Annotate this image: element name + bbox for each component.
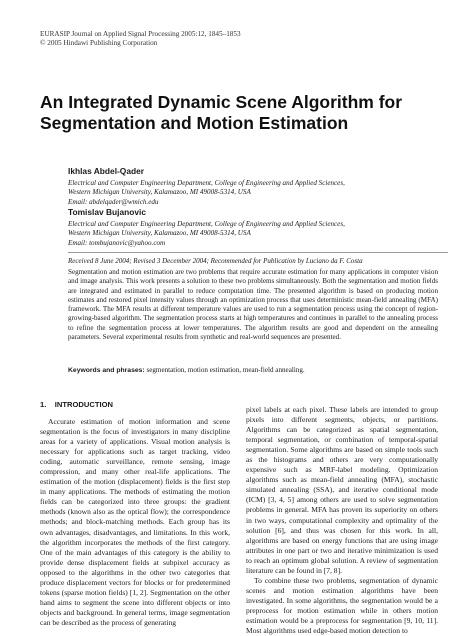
body-paragraph: pixel labels at each pixel. These labels are intended to group pixels into different segments, objects, or partitions. Algorithms can be categorized as spatial segmentation, temporal segmentation, or combination of temporal-spatial segmentation. Some algorithms are based on simple tools such as the histograms and others are very computationally expensive such as MRF-label modeling. Optimization algorithms such as mean-field annealing (MFA), stochastic simulated annealing (SSA), and iterative conditional mode (ICM) [3, 4, 5] among others are used to solve segmentation problems in general. MFA has proven its superiority on others in two ways, computational complexity and optimality of the solution [6], and thus was chosen for this work. In all, algorithms are based on energy functions that are using image attributes in one part or two and iterative minimization is used to reach an optimum global solution. A review of segmentation literature can be found in [7, 8].	[246, 405, 438, 575]
author-name: Ikhlas Abdel-Qader	[68, 166, 145, 176]
paper-title: An Integrated Dynamic Scene Algorithm for Segmentation and Motion Estimation	[40, 92, 403, 133]
abstract: Segmentation and motion estimation are two problems that require accurate estimation for many applications in computer vision and image analysis. This work presents a solution to these two problems simultaneously. Both the segmentation and motion fields are integrated and estimated in parallel to reduce computation time. The presented algorithm is based on producing motion estimates and restored pixel intensity values through an optimization process that uses deterministic mean-field annealing (MFA) framework. The MFA results at different temperature values are used to run a segmentation process using the concept of region-growing-based algorithm. The segmentation process starts at high temperatures and continues in parallel to the annealing process to refine the segmentation process at lower temperatures. The algorithm results are good and dependent on the annealing parameters. Several experimental results from synthetic and real-world sequences are presented.	[68, 268, 438, 342]
author-email: Email: abdelqader@wmich.edu	[68, 197, 159, 206]
copyright-notice: © 2005 Hindawi Publishing Corporation	[40, 39, 158, 47]
divider	[68, 252, 448, 253]
received-text: Received 8 June 2004; Revised 3 December 2004; Recommended for Publication by Luciano da F. Costa	[68, 257, 363, 265]
keywords-label: Keywords and phrases:	[68, 367, 145, 374]
keywords	[68, 366, 438, 375]
author-name: Tomislav Bujanovic	[68, 207, 147, 217]
body-column-left	[40, 417, 230, 628]
body-paragraph: To combine these two problems, segmentation of dynamic scenes and motion estimation algorithms have been investigated. In some algorithms, the segmentation would be a preprocess for motion estimation while in others motion estimation would be a preprocess for segmentation [9, 10, 11]. Most algorithms used edge-based motion detection to	[246, 575, 438, 636]
author-email: Email: tombujanovic@yahoo.com	[68, 238, 166, 247]
journal-header	[40, 30, 241, 48]
author-affiliation: Electrical and Computer Engineering Department, College of Engineering and Applied Sciences,	[68, 220, 345, 228]
received-dates	[68, 252, 448, 266]
author-1	[68, 166, 448, 207]
author-affiliation: Western Michigan University, Kalamazoo, MI 49008-5314, USA	[68, 229, 251, 238]
body-column-right	[246, 405, 438, 636]
section-heading	[40, 400, 113, 409]
author-affiliation: Electrical and Computer Engineering Department, College of Engineering and Applied Sciences,	[68, 179, 345, 187]
journal-citation: EURASIP Journal on Applied Signal Processing 2005:12, 1845–1853	[40, 30, 241, 38]
keywords-text: segmentation, motion estimation, mean-field annealing.	[146, 366, 305, 374]
author-affiliation: Western Michigan University, Kalamazoo, MI 49008-5314, USA	[68, 188, 251, 197]
section-number: 1.	[40, 400, 47, 409]
author-2	[68, 207, 448, 248]
body-paragraph: Accurate estimation of motion information and scene segmentation is the focus of investigators in many discipline areas for a variety of applications. Visual motion analysis is necessary for applications such as target tracking, video coding, automatic surveillance, remote sensing, image compression, and many other real-life applications. The estimation of the motion (displacement) fields is the first step in many applications. The methods of estimating the motion fields can be categorized into three groups: the gradient methods (known also as the optical flow); the correspondence methods; and block-matching methods. Each group has its own advantages, disadvantages, and limitations. In this work, the algorithm incorporates the methods of the first category. One of the main advantages of this category is the ability to provide dense displacement fields at subpixel accuracy as opposed to the algorithms in the other two categories that produce displacement vectors for blocks or for predetermined tokens (sparse motion fields) [1, 2]. Segmentation on the other hand aims to segment the scene into different objects or into objects and background. In general terms, image segmentation can be described as the process of generating	[40, 417, 230, 627]
section-title: INTRODUCTION	[54, 400, 114, 409]
